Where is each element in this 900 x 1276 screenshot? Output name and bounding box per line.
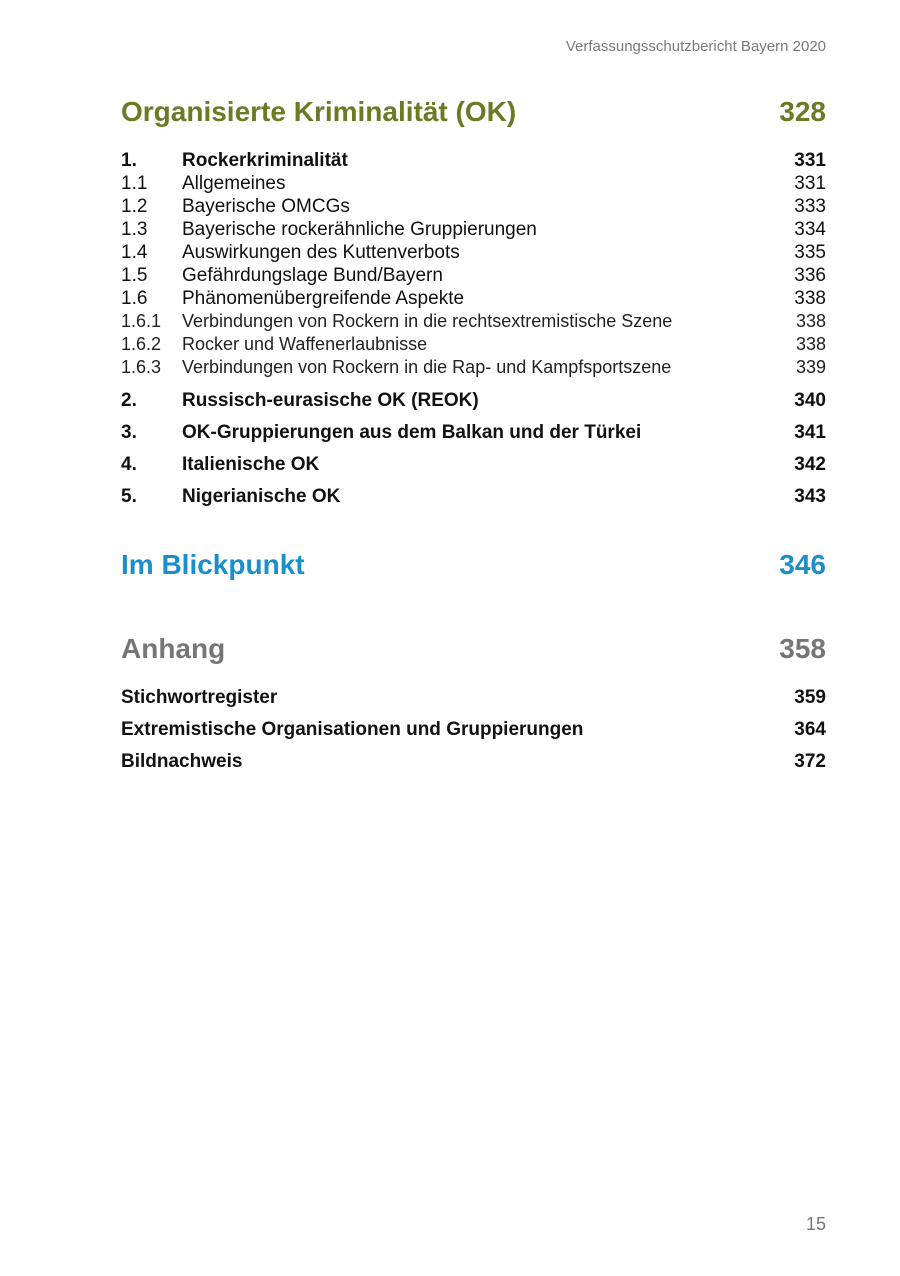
entry-number: 2. xyxy=(121,390,137,411)
entry-title: Auswirkungen des Kuttenverbots xyxy=(182,242,460,263)
section-page: 328 xyxy=(779,96,826,127)
entry-title: Rocker und Waffenerlaubnisse xyxy=(182,334,428,354)
entry-title: Italienische OK xyxy=(182,454,320,475)
entry-page: 343 xyxy=(794,486,826,507)
entry-number: 1.6 xyxy=(121,288,148,309)
section-title: Organisierte Kriminalität (OK) xyxy=(121,96,517,127)
entry-title: Nigerianische OK xyxy=(182,486,341,507)
entry-title: Russisch-eurasische OK (REOK) xyxy=(182,390,479,411)
toc-entry[interactable] xyxy=(121,218,826,241)
page-number: 15 xyxy=(805,1214,826,1234)
entry-page: 335 xyxy=(794,242,826,263)
entry-number: 1.5 xyxy=(121,265,148,286)
entry-title: Extremistische Organisationen und Gruppierungen xyxy=(121,719,584,740)
section-title: Anhang xyxy=(121,633,226,664)
entry-number: 3. xyxy=(121,422,137,443)
entry-page: 372 xyxy=(794,751,826,772)
entry-page: 364 xyxy=(794,719,826,740)
entry-page: 340 xyxy=(794,390,826,411)
entry-title: OK-Gruppierungen aus dem Balkan und der Türkei xyxy=(182,422,642,443)
entry-page: 334 xyxy=(794,219,826,240)
entry-page: 338 xyxy=(794,288,826,309)
running-header: Verfassungsschutzbericht Bayern 2020 xyxy=(565,38,826,55)
toc-entry[interactable] xyxy=(121,718,826,741)
entry-title: Verbindungen von Rockern in die Rap- und Kampfsportszene xyxy=(182,357,672,377)
toc-entry[interactable] xyxy=(121,172,826,195)
entry-title: Bayerische OMCGs xyxy=(182,196,350,217)
entry-page: 339 xyxy=(795,357,826,377)
entry-title: Rockerkriminalität xyxy=(182,150,348,171)
entry-number: 4. xyxy=(121,454,137,475)
entry-page: 342 xyxy=(794,454,826,475)
toc-entry[interactable] xyxy=(121,241,826,264)
entry-title: Verbindungen von Rockern in die rechtsextremistische Szene xyxy=(182,311,673,331)
section-heading-anhang[interactable] xyxy=(121,633,826,665)
section-title: Im Blickpunkt xyxy=(121,549,305,580)
toc-entry[interactable] xyxy=(121,287,826,310)
toc-entry[interactable] xyxy=(121,421,826,444)
section-heading-ok[interactable] xyxy=(121,96,826,128)
entry-number: 1.6.2 xyxy=(121,334,162,354)
toc-entry[interactable] xyxy=(121,195,826,218)
toc-entry[interactable] xyxy=(121,264,826,287)
entry-title: Stichwortregister xyxy=(121,687,278,708)
toc-entry[interactable] xyxy=(121,149,826,172)
section-heading-blickpunkt[interactable] xyxy=(121,549,826,581)
entry-title: Bayerische rockerähnliche Gruppierungen xyxy=(182,219,537,240)
section-page: 358 xyxy=(779,633,826,664)
entry-title: Bildnachweis xyxy=(121,751,243,772)
toc-entry[interactable] xyxy=(121,333,826,356)
entry-page: 338 xyxy=(795,334,826,354)
entry-number: 1.4 xyxy=(121,242,148,263)
toc-entry[interactable] xyxy=(121,750,826,773)
entry-number: 5. xyxy=(121,486,137,507)
entry-number: 1.6.1 xyxy=(121,311,162,331)
entry-page: 333 xyxy=(794,196,826,217)
entry-number: 1.2 xyxy=(121,196,148,217)
entry-page: 341 xyxy=(794,422,826,443)
toc-entry[interactable] xyxy=(121,356,826,379)
entry-page: 331 xyxy=(794,173,826,194)
toc-entry[interactable] xyxy=(121,453,826,476)
entry-number: 1.6.3 xyxy=(121,357,162,377)
entry-page: 338 xyxy=(795,311,826,331)
toc-entry[interactable] xyxy=(121,389,826,412)
entry-number: 1. xyxy=(121,150,137,171)
entry-page: 359 xyxy=(794,687,826,708)
toc-entry[interactable] xyxy=(121,686,826,709)
entry-title: Gefährdungslage Bund/Bayern xyxy=(182,265,443,286)
section-page: 346 xyxy=(779,549,826,580)
toc-entry[interactable] xyxy=(121,310,826,333)
toc-entry[interactable] xyxy=(121,485,826,508)
entry-title: Allgemeines xyxy=(182,173,286,194)
entry-page: 336 xyxy=(794,265,826,286)
entry-number: 1.1 xyxy=(121,173,148,194)
entry-number: 1.3 xyxy=(121,219,148,240)
entry-title: Phänomenübergreifende Aspekte xyxy=(182,288,465,309)
entry-page: 331 xyxy=(794,150,826,171)
